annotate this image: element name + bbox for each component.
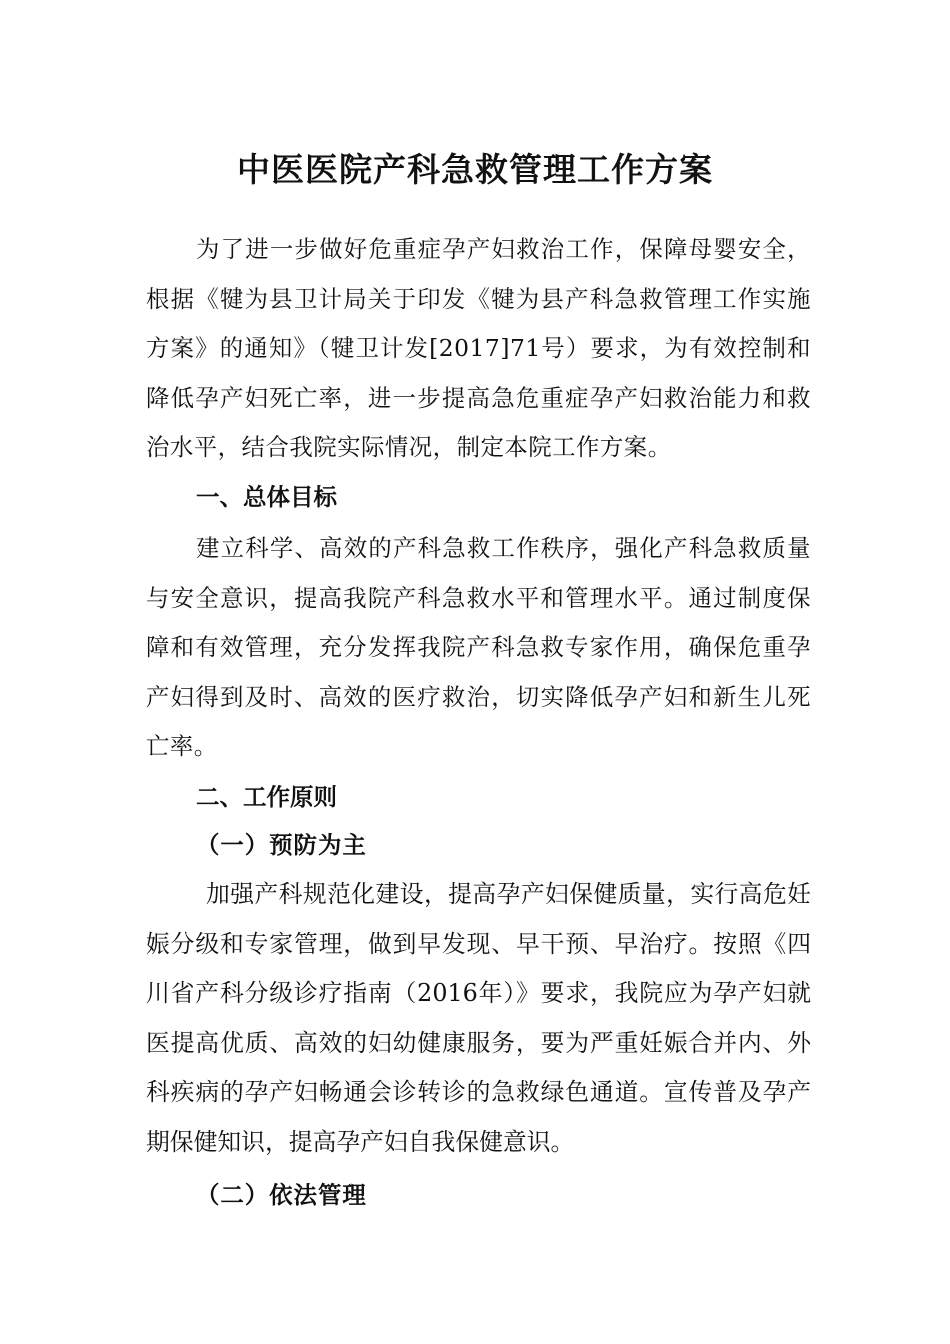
subheading-prevention: （一）预防为主 [196,831,367,859]
section-heading-principles: 二、工作原则 [196,783,337,811]
prevention-paragraph: 加强产科规范化建设，提高孕产妇保健质量，实行高危妊娠分级和专家管理，做到早发现、早干预、早治疗。按照《四川省产科分级诊疗指南（2016年）》要求，我院应为孕产妇就医提高优质、高效的妇幼健康服务，要为严重妊娠合并内、外科疾病的孕产妇畅通会诊转诊的急救绿色通道。宣传普及孕产期保健知识，提高孕产妇自我保健意识。 [146,880,811,1156]
subheading-legal-management: （二）依法管理 [196,1181,367,1209]
intro-paragraph: 为了进一步做好危重症孕产妇救治工作，保障母婴安全，根据《犍为县卫计局关于印发《犍为县产科急救管理工作实施方案》的通知》（犍卫计发[2017]71号）要求，为有效控制和降低孕产妇死亡率，进一步提高急危重症孕产妇救治能力和救治水平，结合我院实际情况，制定本院工作方案。 [146,235,811,461]
goals-paragraph: 建立科学、高效的产科急救工作秩序，强化产科急救质量与安全意识，提高我院产科急救水平和管理水平。通过制度保障和有效管理，充分发挥我院产科急救专家作用，确保危重孕产妇得到及时、高效的医疗救治，切实降低孕产妇和新生儿死亡率。 [146,534,811,760]
section-heading-goals: 一、总体目标 [196,483,337,511]
document-title: 中医医院产科急救管理工作方案 [237,150,713,190]
